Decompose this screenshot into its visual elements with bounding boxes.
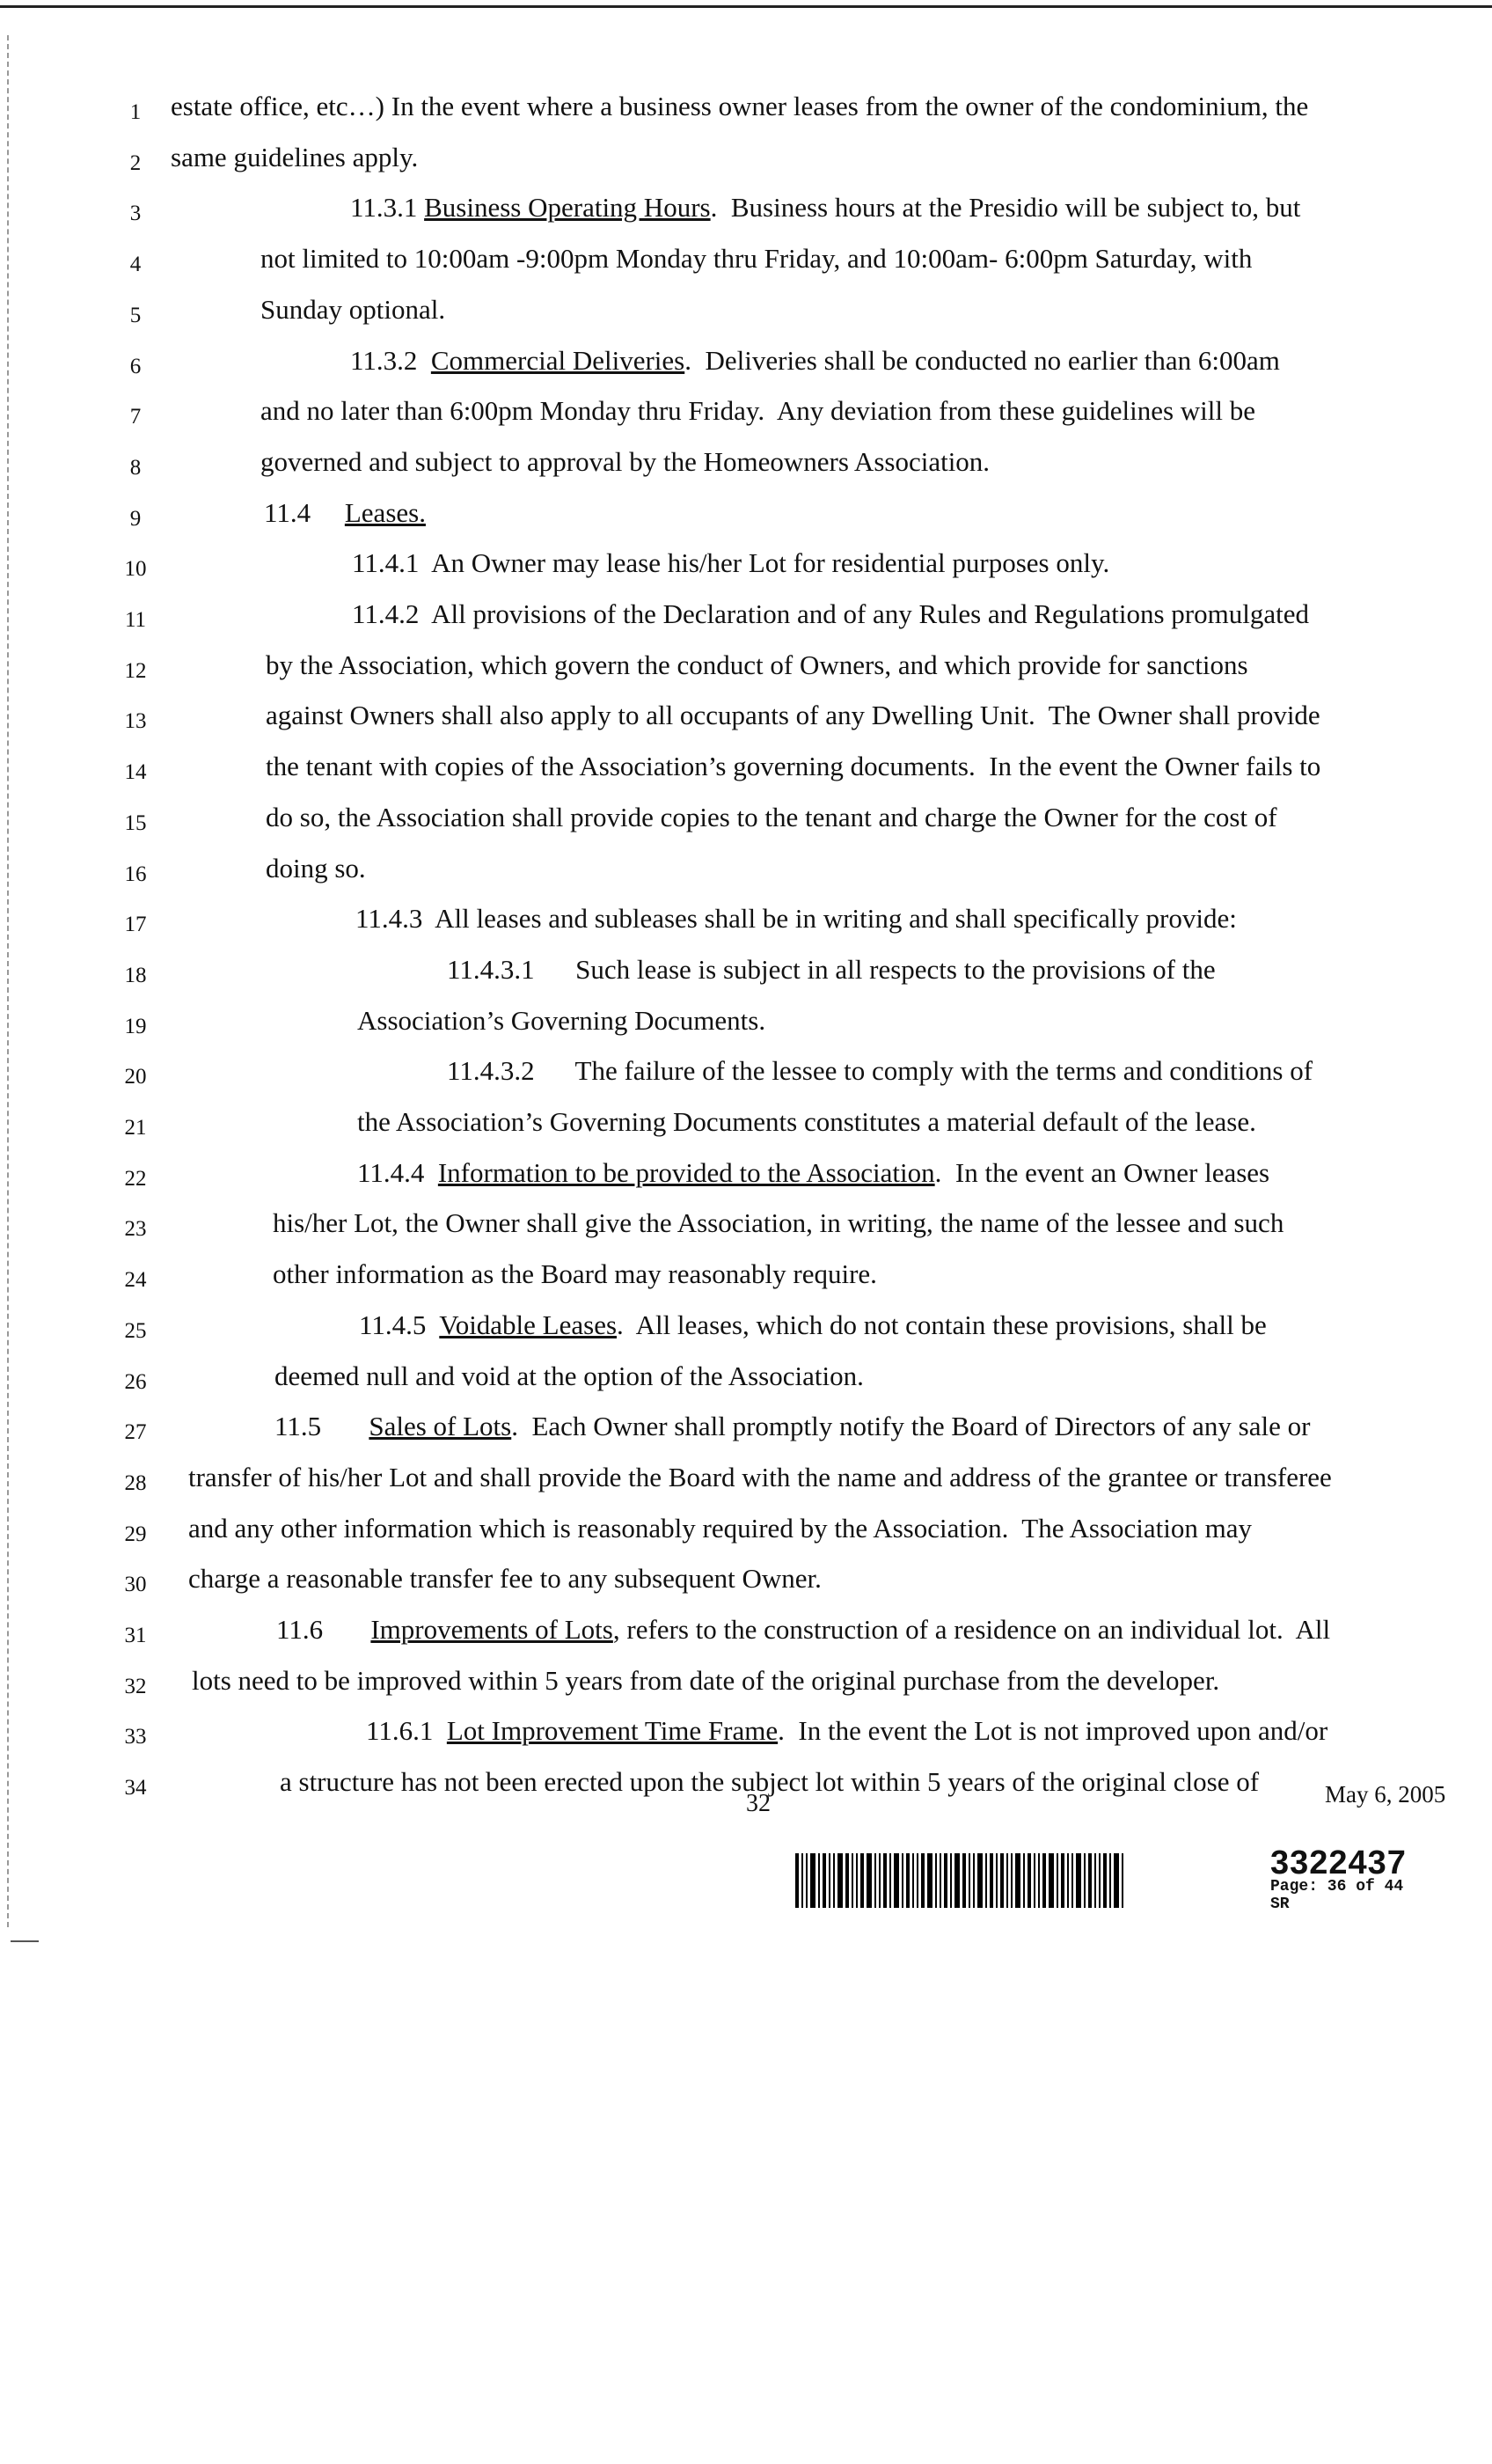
text-run: governed and subject to approval by the Homeowners Association.: [260, 445, 991, 477]
text-run: the tenant with copies of the Association’s governing documents. In the event the Owner fails to: [266, 751, 1321, 782]
line-text: [171, 139, 418, 176]
line-text: [260, 392, 1255, 429]
line-number: 22: [124, 1166, 147, 1191]
underlined-heading: Business Operating Hours: [424, 192, 711, 224]
text-run: deemed null and void at the option of the Association.: [274, 1360, 864, 1391]
line-number: 16: [124, 862, 147, 886]
page-number: 32: [746, 1790, 771, 1817]
text-run: 11.4.3 All leases and subleases shall be in writing and shall specifically provide:: [355, 903, 1237, 935]
top-scan-border: [0, 5, 1492, 8]
document-line: [0, 1052, 1492, 1104]
line-text: [266, 697, 1320, 734]
line-number: 28: [124, 1470, 147, 1495]
text-run: 11.6: [276, 1614, 371, 1645]
recording-number: 3322437: [1270, 1844, 1407, 1881]
line-number: 10: [124, 557, 147, 582]
line-text: [273, 1205, 1284, 1242]
line-text: [352, 545, 1109, 582]
line-text: [266, 647, 1248, 684]
document-line: [0, 1002, 1492, 1053]
document-line: [0, 392, 1492, 444]
line-text: [264, 495, 426, 532]
document-line: [0, 1358, 1492, 1409]
text-run: 11.4.3.2 The failure of the lessee to comply with the terms and conditions of: [447, 1055, 1313, 1087]
text-run: the Association’s Governing Documents constitutes a material default of the lease.: [357, 1106, 1256, 1137]
document-line: [0, 1662, 1492, 1713]
text-run: . In the event an Owner leases: [934, 1156, 1270, 1188]
text-run: do so, the Association shall provide copies to the tenant and charge the Owner for the cost of: [266, 801, 1277, 832]
text-run: 11.4.2 All provisions of the Declaration and of any Rules and Regulations promulgated: [352, 598, 1309, 629]
document-line: [0, 88, 1492, 139]
text-run: . Deliveries shall be conducted no earlier than 6:00am: [684, 344, 1280, 376]
document-line: [0, 1307, 1492, 1358]
text-run: Association’s Governing Documents.: [357, 1004, 766, 1036]
line-number: 1: [129, 100, 142, 124]
document-line: [0, 1408, 1492, 1459]
document-line: [0, 748, 1492, 799]
line-text: [359, 1307, 1267, 1344]
text-run: 11.4: [264, 496, 345, 528]
line-text: [447, 951, 1216, 988]
line-text: [188, 1510, 1252, 1547]
line-text: [273, 1256, 877, 1293]
line-number: 34: [124, 1776, 147, 1800]
underlined-heading: Commercial Deliveries: [430, 344, 685, 376]
text-run: same guidelines apply.: [171, 141, 419, 172]
document-line: [0, 1712, 1492, 1764]
line-number: 12: [124, 658, 147, 683]
line-number: 4: [129, 253, 142, 277]
text-run: 11.3.1: [350, 192, 425, 224]
text-run: against Owners shall also apply to all occupants of any Dwelling Unit. The Owner shall provide: [266, 700, 1320, 731]
document-line: [0, 495, 1492, 546]
line-number: 31: [124, 1624, 147, 1647]
line-text: [274, 1358, 864, 1395]
line-number: 11: [124, 608, 147, 632]
document-line: [0, 240, 1492, 291]
document-line: [0, 139, 1492, 190]
line-text: [260, 291, 445, 328]
text-run: 11.3.2: [350, 344, 431, 376]
underlined-heading: Voidable Leases: [439, 1309, 618, 1340]
text-run: 11.4.5: [359, 1309, 440, 1340]
line-number: 29: [124, 1522, 147, 1546]
line-text: [192, 1662, 1219, 1699]
document-line: [0, 545, 1492, 596]
document-line: [0, 1205, 1492, 1256]
line-text: [188, 1560, 822, 1597]
document-line: [0, 1256, 1492, 1307]
line-number: 7: [129, 405, 142, 429]
line-number: 33: [124, 1725, 147, 1749]
line-text: [266, 799, 1277, 836]
line-text: [188, 1459, 1332, 1496]
document-line: [0, 900, 1492, 951]
text-run: doing so.: [266, 852, 366, 884]
text-run: other information as the Board may reasonably require.: [273, 1258, 877, 1290]
text-run: 11.4.1 An Owner may lease his/her Lot for residential purposes only.: [352, 547, 1110, 579]
line-number: 27: [124, 1420, 147, 1445]
line-number: 18: [124, 963, 147, 987]
line-number: 13: [124, 709, 147, 734]
text-run: Sunday optional.: [260, 293, 446, 325]
document-line: [0, 189, 1492, 240]
line-number: 2: [129, 150, 142, 175]
line-number: 3: [129, 202, 142, 226]
text-run: lots need to be improved within 5 years from date of the original purchase from the developer.: [192, 1664, 1220, 1696]
line-text: [266, 748, 1320, 785]
line-number: 24: [124, 1268, 147, 1293]
text-run: . In the event the Lot is not improved upon and/or: [778, 1715, 1328, 1747]
line-text: [350, 189, 1300, 226]
line-number: 5: [129, 303, 142, 327]
line-text: [350, 342, 1280, 379]
line-text: [352, 596, 1309, 633]
line-text: [366, 1712, 1327, 1749]
line-number: 25: [124, 1318, 147, 1343]
line-text: [276, 1611, 1330, 1648]
text-run: by the Association, which govern the conduct of Owners, and which provide for sanctions: [266, 649, 1248, 680]
line-number: 9: [129, 506, 142, 531]
text-run: charge a reasonable transfer fee to any subsequent Owner.: [188, 1563, 822, 1595]
text-run: . Each Owner shall promptly notify the Board of Directors of any sale or: [511, 1411, 1311, 1442]
text-run: . All leases, which do not contain these provisions, shall be: [617, 1309, 1267, 1340]
underlined-heading: Improvements of Lots: [370, 1614, 613, 1645]
line-text: [171, 88, 1308, 125]
text-run: . Business hours at the Presidio will be subject to, but: [710, 192, 1301, 224]
line-text: [274, 1408, 1310, 1445]
document-line: [0, 1560, 1492, 1611]
line-text: [357, 1104, 1256, 1140]
document-line: [0, 1459, 1492, 1510]
line-number: 15: [124, 810, 147, 835]
underlined-heading: Lot Improvement Time Frame: [446, 1715, 779, 1747]
recording-code: SR: [1270, 1896, 1290, 1913]
document-line: [0, 1510, 1492, 1561]
line-number: 17: [124, 913, 147, 937]
underlined-heading: Leases.: [344, 496, 426, 528]
line-number: 8: [129, 455, 142, 480]
left-scan-mark: [11, 1940, 39, 1942]
line-number: 30: [124, 1573, 147, 1597]
document-line: [0, 697, 1492, 748]
line-number: 23: [124, 1217, 147, 1242]
text-run: 11.4.4: [357, 1156, 438, 1188]
text-run: , refers to the construction of a residence on an individual lot. All: [612, 1614, 1331, 1645]
document-line: [0, 647, 1492, 698]
document-line: [0, 951, 1492, 1002]
underlined-heading: Information to be provided to the Association: [437, 1156, 935, 1188]
document-line: [0, 444, 1492, 495]
text-run: and no later than 6:00pm Monday thru Friday. Any deviation from these guidelines will be: [260, 395, 1256, 427]
text-run: his/her Lot, the Owner shall give the Association, in writing, the name of the lessee and such: [273, 1207, 1284, 1239]
document-line: [0, 596, 1492, 647]
document-line: [0, 1611, 1492, 1662]
text-run: 11.4.3.1 Such lease is subject in all respects to the provisions of the: [447, 953, 1216, 985]
line-number: 21: [124, 1116, 147, 1140]
line-text: [266, 850, 366, 887]
line-text: [260, 444, 990, 480]
text-run: estate office, etc…) In the event where a business owner leases from the owner of the condominium, the: [171, 91, 1309, 121]
text-run: a structure has not been erected upon the subject lot within 5 years of the original close of: [280, 1766, 1260, 1798]
line-number: 19: [124, 1014, 147, 1038]
line-text: [260, 240, 1252, 277]
document-line: [0, 342, 1492, 393]
line-number: 32: [124, 1674, 147, 1698]
line-number: 20: [124, 1065, 147, 1089]
barcode-icon: [795, 1853, 1246, 1908]
text-run: transfer of his/her Lot and shall provide the Board with the name and address of the grantee or transferee: [188, 1461, 1332, 1492]
document-line: [0, 1155, 1492, 1206]
line-text: [357, 1002, 765, 1039]
line-text: [447, 1052, 1313, 1089]
text-run: and any other information which is reasonably required by the Association. The Association may: [188, 1512, 1253, 1544]
line-number: 6: [129, 354, 142, 378]
line-text: [357, 1155, 1269, 1192]
text-run: 11.6.1: [366, 1715, 447, 1747]
line-number: 26: [124, 1369, 147, 1394]
line-number: 14: [124, 760, 147, 785]
document-line: [0, 850, 1492, 901]
text-run: 11.5: [274, 1411, 369, 1442]
document-line: [0, 1104, 1492, 1155]
document-line: [0, 291, 1492, 342]
underlined-heading: Sales of Lots: [369, 1411, 512, 1442]
document-line: [0, 799, 1492, 850]
document-date: May 6, 2005: [1325, 1781, 1446, 1808]
line-text: [355, 900, 1237, 937]
text-run: not limited to 10:00am -9:00pm Monday thru Friday, and 10:00am- 6:00pm Saturday, with: [260, 243, 1253, 275]
recording-page-count: Page: 36 of 44: [1270, 1878, 1404, 1896]
